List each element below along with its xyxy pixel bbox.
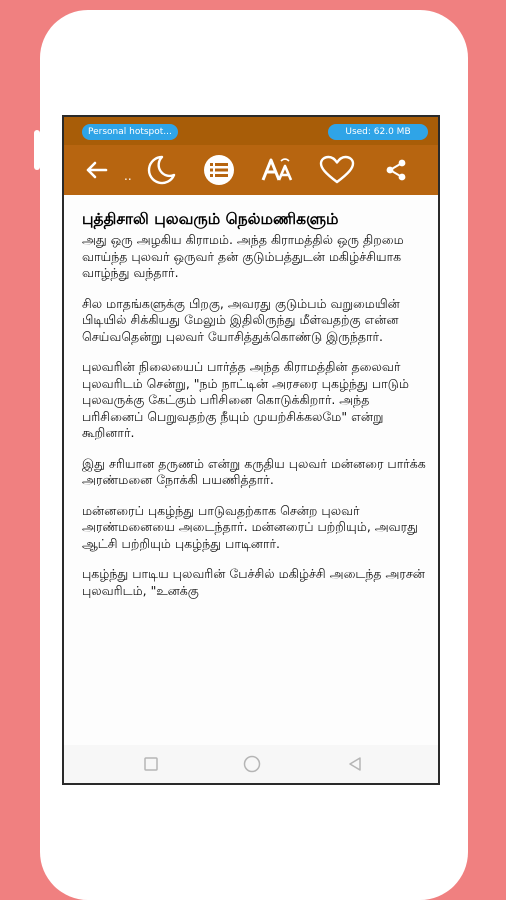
- share-button[interactable]: [378, 153, 414, 187]
- story-paragraph: அது ஒரு அழகிய கிராமம். அந்த கிராமத்தில் ஒரு திறமை வாய்ந்த புலவர் ஒருவர் தன் குடும்பத்துடன் மகிழ்ச்சியாக வாழ்ந்து வந்தார்.: [82, 232, 404, 280]
- toolbar: [64, 145, 438, 195]
- moon-icon: [143, 154, 177, 186]
- phone-side-button: [34, 130, 40, 170]
- favorite-button[interactable]: [319, 153, 355, 187]
- contents-button[interactable]: [201, 153, 237, 187]
- home-icon: [242, 755, 262, 773]
- text-size-icon: [261, 156, 295, 184]
- system-nav-bar: [64, 745, 438, 783]
- back-arrow-icon: [84, 160, 108, 180]
- story-paragraph: புலவரின் நிலையைப் பார்த்த அந்த கிராமத்தின் தலைவர் புலவரிடம் சென்று, "நம் நாட்டின் அரசரை புகழ்ந்து பாடும் புலவருக்கு கேட்கும் பரிசினை கொடுக்கிறார். அந்த பரிசினைப் பெறுவதற்கு நீயும் முயற்சிக்கலமே" என்று கூறினார்.: [82, 359, 409, 440]
- story-paragraph: இது சரியான தருணம் என்று கருதிய புலவர் மன்னரை பார்க்க அரண்மனை நோக்கி பயணித்தார்.: [82, 455, 426, 487]
- story-paragraph: சில மாதங்களுக்கு பிறகு, அவரது குடும்பம் வறுமையின் பிடியில் சிக்கியது மேலும் இதிலிருந்து மீள்வதற்கு என்ன செய்வதென்று புலவர் யோசித்துக்கொண்டு இருந்தார்.: [82, 295, 400, 344]
- share-icon: [384, 158, 408, 182]
- heart-icon: [319, 155, 355, 185]
- story-paragraph: புகழ்ந்து பாடிய புலவரின் பேச்சில் மகிழ்ச்சி அடைந்த அரசன் புலவரிடம், "உனக்கு: [82, 566, 425, 598]
- text-size-button[interactable]: [260, 153, 296, 187]
- back-button[interactable]: [78, 153, 114, 187]
- data-usage-badge: Used: 62.0 MB: [328, 124, 428, 140]
- recent-apps-icon: [142, 755, 160, 773]
- status-bar: [64, 117, 438, 145]
- back-icon: [346, 755, 364, 773]
- nav-back-button[interactable]: [346, 755, 364, 777]
- list-icon: [203, 154, 235, 186]
- story-title: புத்திசாலி புலவரும் நெல்மணிகளும்: [82, 210, 339, 228]
- recent-apps-button[interactable]: [142, 755, 160, 777]
- story-content[interactable]: [82, 209, 428, 743]
- overflow-dots: ..: [124, 169, 132, 183]
- app-screen: [62, 115, 440, 785]
- home-button[interactable]: [242, 755, 262, 777]
- story-paragraph: மன்னரைப் புகழ்ந்து பாடுவதற்காக சென்ற புலவர் அரண்மனையை அடைந்தார். மன்னரைப் பற்றியும், அவரது ஆட்சி பற்றியும் புகழ்ந்து பாடினார்.: [82, 502, 418, 551]
- hotspot-notification[interactable]: Personal hotspot...: [82, 124, 178, 140]
- night-mode-button[interactable]: [142, 153, 178, 187]
